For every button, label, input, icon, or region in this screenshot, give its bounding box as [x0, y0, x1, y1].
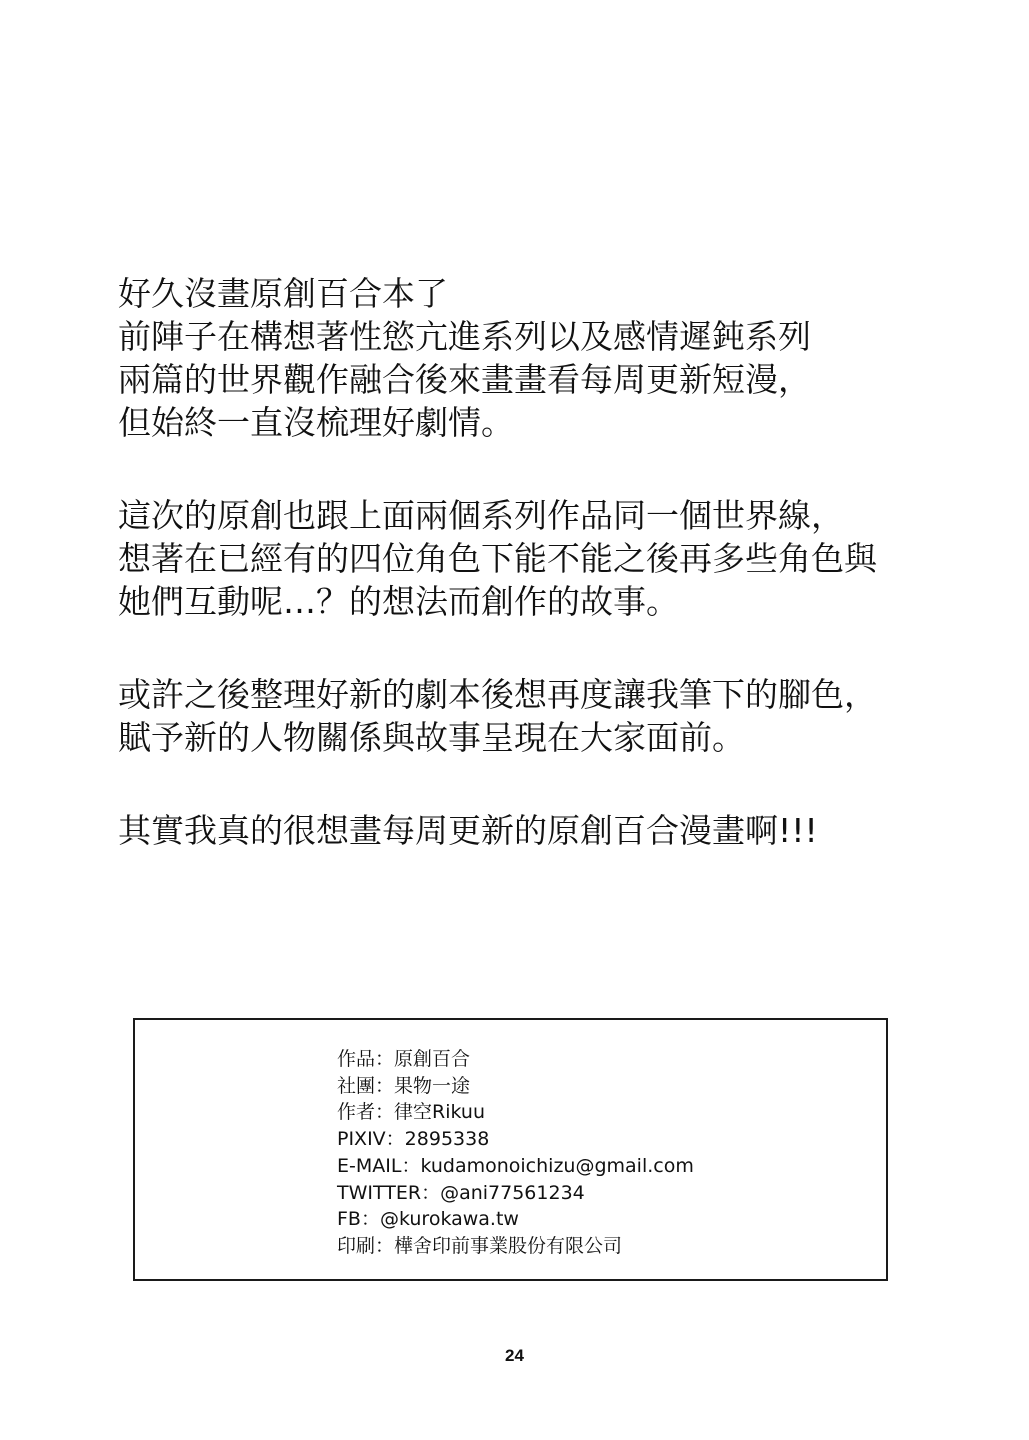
- afterword-paragraph-4: [118, 809, 998, 852]
- afterword-paragraph-2: [118, 494, 998, 623]
- colophon-list: [337, 1046, 694, 1260]
- colophon-printer: 印刷：樺舍印前事業股份有限公司: [337, 1234, 623, 1257]
- text-line: 或許之後整理好新的劇本後想再度讓我筆下的腳色，: [118, 675, 877, 714]
- colophon-circle: 社團：果物一途: [337, 1074, 471, 1097]
- text-line: 兩篇的世界觀作融合後來畫畫看每周更新短漫，: [118, 360, 811, 399]
- colophon-email: E-MAIL：kudamonoichizu@gmail.com: [337, 1154, 694, 1177]
- afterword-text: [118, 272, 998, 902]
- text-line: 好久沒畫原創百合本了: [118, 274, 448, 313]
- text-line: 前陣子在構想著性慾亢進系列以及感情遲鈍系列: [118, 317, 811, 356]
- colophon-work: 作品：原創百合: [337, 1048, 471, 1070]
- text-line: 賦予新的人物關係與故事呈現在大家面前。: [118, 718, 745, 757]
- text-line: 想著在已經有的四位角色下能不能之後再多些角色與: [118, 539, 877, 578]
- text-line: 她們互動呢…？的想法而創作的故事。: [118, 582, 679, 621]
- afterword-paragraph-1: [118, 272, 998, 444]
- colophon-box: [133, 1018, 888, 1281]
- colophon-author: 作者：律空Rikuu: [337, 1101, 485, 1124]
- afterword-paragraph-3: [118, 673, 998, 759]
- colophon-twitter: TWITTER：@ani77561234: [337, 1181, 585, 1204]
- text-line: 其實我真的很想畫每周更新的原創百合漫畫啊!!!: [118, 811, 818, 850]
- page-number: 24: [505, 1346, 524, 1365]
- colophon-pixiv: PIXIV：2895338: [337, 1128, 490, 1151]
- text-line: 但始終一直沒梳理好劇情。: [118, 403, 514, 442]
- colophon-facebook: FB：@kurokawa.tw: [337, 1208, 519, 1231]
- text-line: 這次的原創也跟上面兩個系列作品同一個世界線，: [118, 496, 844, 535]
